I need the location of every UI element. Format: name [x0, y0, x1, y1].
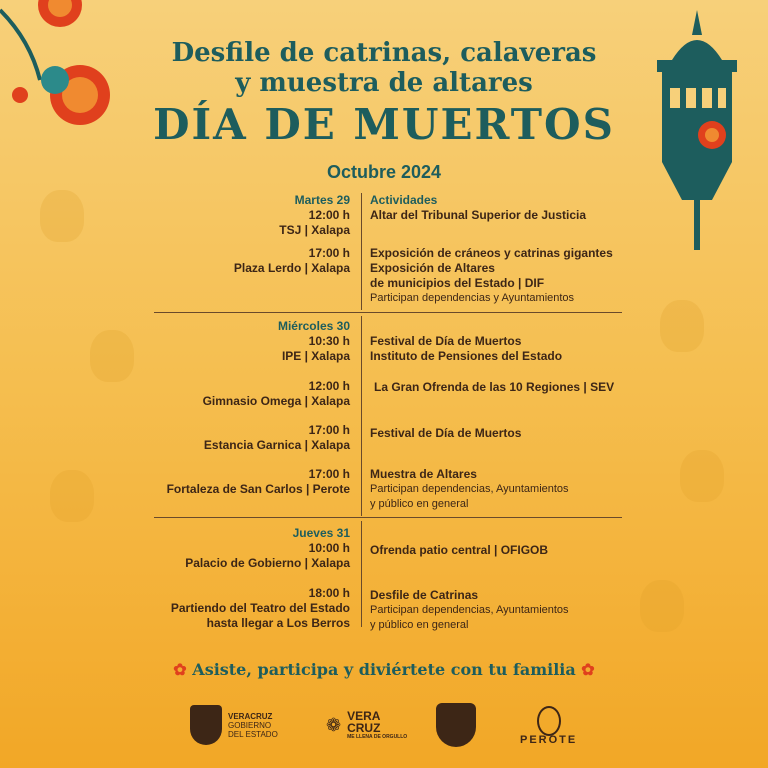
- event-description: Festival de Día de Muertos: [370, 334, 522, 348]
- schedule-right-block: [370, 467, 569, 512]
- event-note: y público en general: [370, 498, 469, 510]
- event-place: Palacio de Gobierno | Xalapa: [185, 556, 350, 570]
- event-time: 12:00 h: [308, 208, 350, 222]
- event-description: Exposición de cráneos y catrinas gigantes: [370, 246, 613, 260]
- event-description: de municipios del Estado | DIF: [370, 276, 545, 290]
- background-skull: [50, 470, 94, 522]
- schedule-right-block: [370, 543, 548, 558]
- schedule-divider-horizontal: [154, 312, 622, 313]
- activities-header: Actividades: [370, 193, 438, 207]
- event-title-line-2: y muestra de altares: [235, 68, 533, 98]
- veracruz-brand-logo: [326, 702, 407, 748]
- event-note: Participan dependencias, Ayuntamientos: [370, 604, 569, 616]
- event-place: hasta llegar a Los Berros: [206, 616, 350, 630]
- schedule-left-block: [203, 379, 350, 409]
- event-title-line-1: Desfile de catrinas, calaveras: [171, 38, 597, 68]
- schedule-left-block: [167, 467, 350, 497]
- flower-right-icon: ✿: [581, 660, 595, 679]
- event-description: La Gran Ofrenda de las 10 Regiones | SEV: [374, 380, 615, 394]
- event-place: Fortaleza de San Carlos | Perote: [166, 482, 350, 496]
- schedule-left-block: [185, 526, 350, 571]
- gov-line-2: GOBIERNO: [228, 720, 272, 730]
- event-description: Desfile de Catrinas: [370, 588, 479, 602]
- veracruz-government-logo: [190, 702, 278, 748]
- day-label: Martes 29: [294, 193, 350, 207]
- event-description: Ofrenda patio central | OFIGOB: [370, 543, 549, 557]
- flower-left-icon: ✿: [173, 660, 187, 679]
- brand-mark-icon: ❁: [326, 714, 342, 735]
- event-description: Festival de Día de Muertos: [370, 426, 522, 440]
- event-note: y público en general: [370, 619, 469, 631]
- event-time: 10:00 h: [308, 541, 350, 555]
- perote-coat-logo: [436, 702, 476, 748]
- gov-line-3: DEL ESTADO: [228, 729, 278, 739]
- event-time: 17:00 h: [308, 423, 350, 437]
- schedule-right-block: [370, 426, 521, 441]
- day-label: Miércoles 30: [277, 319, 350, 333]
- schedule-left-block: [234, 246, 350, 276]
- event-main-title: DÍA DE MUERTOS: [153, 100, 615, 149]
- schedule-divider-vertical: [361, 521, 362, 627]
- background-skull: [640, 580, 684, 632]
- event-place: IPE | Xalapa: [281, 349, 350, 363]
- event-time: 12:00 h: [308, 379, 350, 393]
- schedule-divider-horizontal: [154, 517, 622, 518]
- schedule-right-block: [370, 246, 613, 306]
- event-place: Gimnasio Omega | Xalapa: [202, 394, 350, 408]
- brand-cruz: CRUZ: [347, 720, 381, 735]
- brand-tagline: ME LLENA DE ORGULLO: [347, 733, 408, 740]
- perote-emblem-icon: [537, 706, 561, 736]
- schedule-left-block: [278, 319, 350, 364]
- event-time: 10:30 h: [308, 334, 350, 348]
- schedule-right-block: [370, 193, 586, 223]
- event-place: Partiendo del Teatro del Estado: [170, 601, 350, 615]
- slogan-text: Asiste, participa y diviértete con tu familia: [192, 660, 576, 679]
- perote-name: PEROTE: [520, 733, 578, 746]
- event-time: 18:00 h: [308, 586, 350, 600]
- event-note: Participan dependencias y Ayuntamientos: [370, 292, 575, 304]
- schedule-divider-vertical: [361, 316, 362, 516]
- background-skull: [90, 330, 134, 382]
- schedule-divider-vertical: [361, 193, 362, 310]
- state-shield-icon: [190, 705, 222, 745]
- schedule-left-block: [204, 423, 350, 453]
- perote-logo: [520, 702, 577, 748]
- schedule-left-block: [171, 586, 350, 631]
- brand-vera: VERA: [347, 708, 381, 723]
- event-description: Instituto de Pensiones del Estado: [370, 349, 563, 363]
- background-skull: [660, 300, 704, 352]
- event-time: 17:00 h: [308, 467, 350, 481]
- schedule-right-block: [370, 588, 569, 633]
- background-skull: [40, 190, 84, 242]
- slogan: [0, 660, 768, 679]
- schedule-right-block: [374, 380, 614, 395]
- event-time: 17:00 h: [308, 246, 350, 260]
- event-place: TSJ | Xalapa: [279, 223, 350, 237]
- schedule-left-block: [279, 193, 350, 238]
- event-description: Exposición de Altares: [370, 261, 495, 275]
- schedule-right-block: [370, 334, 562, 364]
- event-description: Muestra de Altares: [370, 467, 477, 481]
- event-place: Estancia Garnica | Xalapa: [203, 438, 350, 452]
- day-label: Jueves 31: [292, 526, 350, 540]
- municipal-shield-icon: [436, 703, 476, 747]
- event-note: Participan dependencias, Ayuntamientos: [370, 483, 569, 495]
- event-place: Plaza Lerdo | Xalapa: [233, 261, 350, 275]
- gov-line-1: VERACRUZ: [228, 711, 273, 721]
- background-skull: [680, 450, 724, 502]
- event-month: Octubre 2024: [326, 162, 442, 182]
- event-description: Altar del Tribunal Superior de Justicia: [370, 208, 587, 222]
